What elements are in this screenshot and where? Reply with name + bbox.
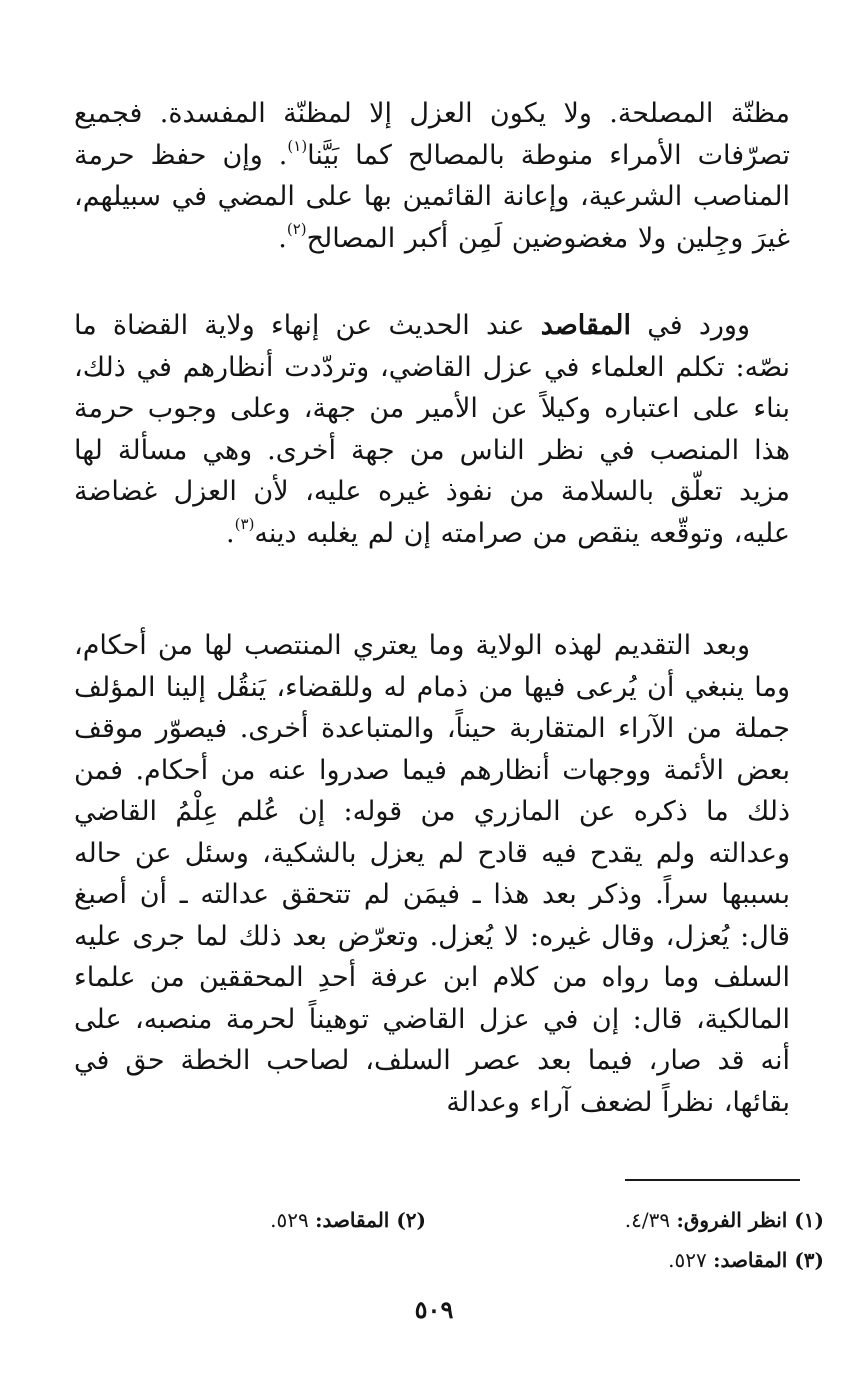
paragraph-3 [74,625,790,1123]
footnote-1 [625,1206,824,1234]
book-title-maqasid: المقاصد [540,310,632,341]
footnote-3-label: (٣) المقاصد: [713,1248,824,1272]
paragraph-2 [74,305,790,554]
footnote-2-ref: ٥٢٩. [270,1208,316,1232]
footnote-2 [270,1206,426,1234]
paragraph-1-text-c: . [278,222,287,254]
footnote-1-ref: ٤/٣٩. [624,1208,677,1232]
paragraph-1 [74,93,790,259]
footnote-ref-2[interactable]: (٢) [286,219,307,238]
page-number: ٥٠٩ [414,1295,454,1324]
paragraph-2-text-a: وورد في [631,310,751,341]
footnote-1-label: (١) انظر الفروق: [676,1208,824,1232]
paragraph-1-text-b: . وإن حفظ حرمة المناصب الشرعية، وإعانة القائمين بها على المضي في سبيلهم، غيرَ وجِلين ولا مغضوضين لَمِن أكبر المصالح [74,139,790,254]
footnote-ref-1[interactable]: (١) [287,136,308,155]
paragraph-2-text-c: . [226,517,235,549]
footnote-ref-3[interactable]: (٣) [234,514,255,533]
footnote-3 [668,1246,824,1274]
footnote-separator [625,1179,800,1181]
paragraph-1-text-a: مظنّة المصلحة. ولا يكون العزل إلا لمظنّة المفسدة. فجميع تصرّفات الأمراء منوطة بالمصالح كما بَيَّنا [74,98,791,171]
footnote-3-ref: ٥٢٧. [668,1248,714,1272]
footnote-2-label: (٢) المقاصد: [315,1208,426,1232]
paragraph-2-text-b: عند الحديث عن إنهاء ولاية القضاة ما نصّه: تكلم العلماء في عزل القاضي، وتردّدت أنظارهم في ذلك، بناء على اعتباره وكيلاً عن الأمير من جهة، وعلى وجوب حرمة هذا المنصب في نظر الناس من جهة أخرى. وهي مسألة لها مزيد تعلّق بالسلامة من نفوذ غيره عليه، لأن العزل غضاضة عليه، وتوقّعه ينقص من صرامته إن لم يغلبه دينه [74,310,790,549]
paragraph-3-text: وبعد التقديم لهذه الولاية وما يعتري المنتصب لها من أحكام، وما ينبغي أن يُرعى فيها من ذمام له وللقضاء، يَنقُل إلينا المؤلف جملة من الآراء المتقاربة حيناً، والمتباعدة أخرى. فيصوّر موقف بعض الأئمة ووجهات أنظارهم فيما صدروا عنه من أحكام. فمن ذلك ما ذكره عن المازري من قوله: إن عُلم عِلْمُ القاضي وعدالته ولم يقدح فيه قادح لم يعزل بالشكية، وسئل عن حاله بسببها سراً. وذكر بعد هذا ـ فيمَن لم تتحقق عدالته ـ أن أصبغ قال: يُعزل، وقال غيره: لا يُعزل. وتعرّض بعد ذلك لما جرى عليه السلف وما رواه من كلام ابن عرفة أحدِ المحققين من علماء المالكية، قال: إن في عزل القاضي توهيناً لحرمة منصبه، على أنه قد صار، فيما بعد عصر السلف، لصاحب الخطة حق في بقائها، نظراً لضعف آراء وعدالة [74,630,790,1118]
